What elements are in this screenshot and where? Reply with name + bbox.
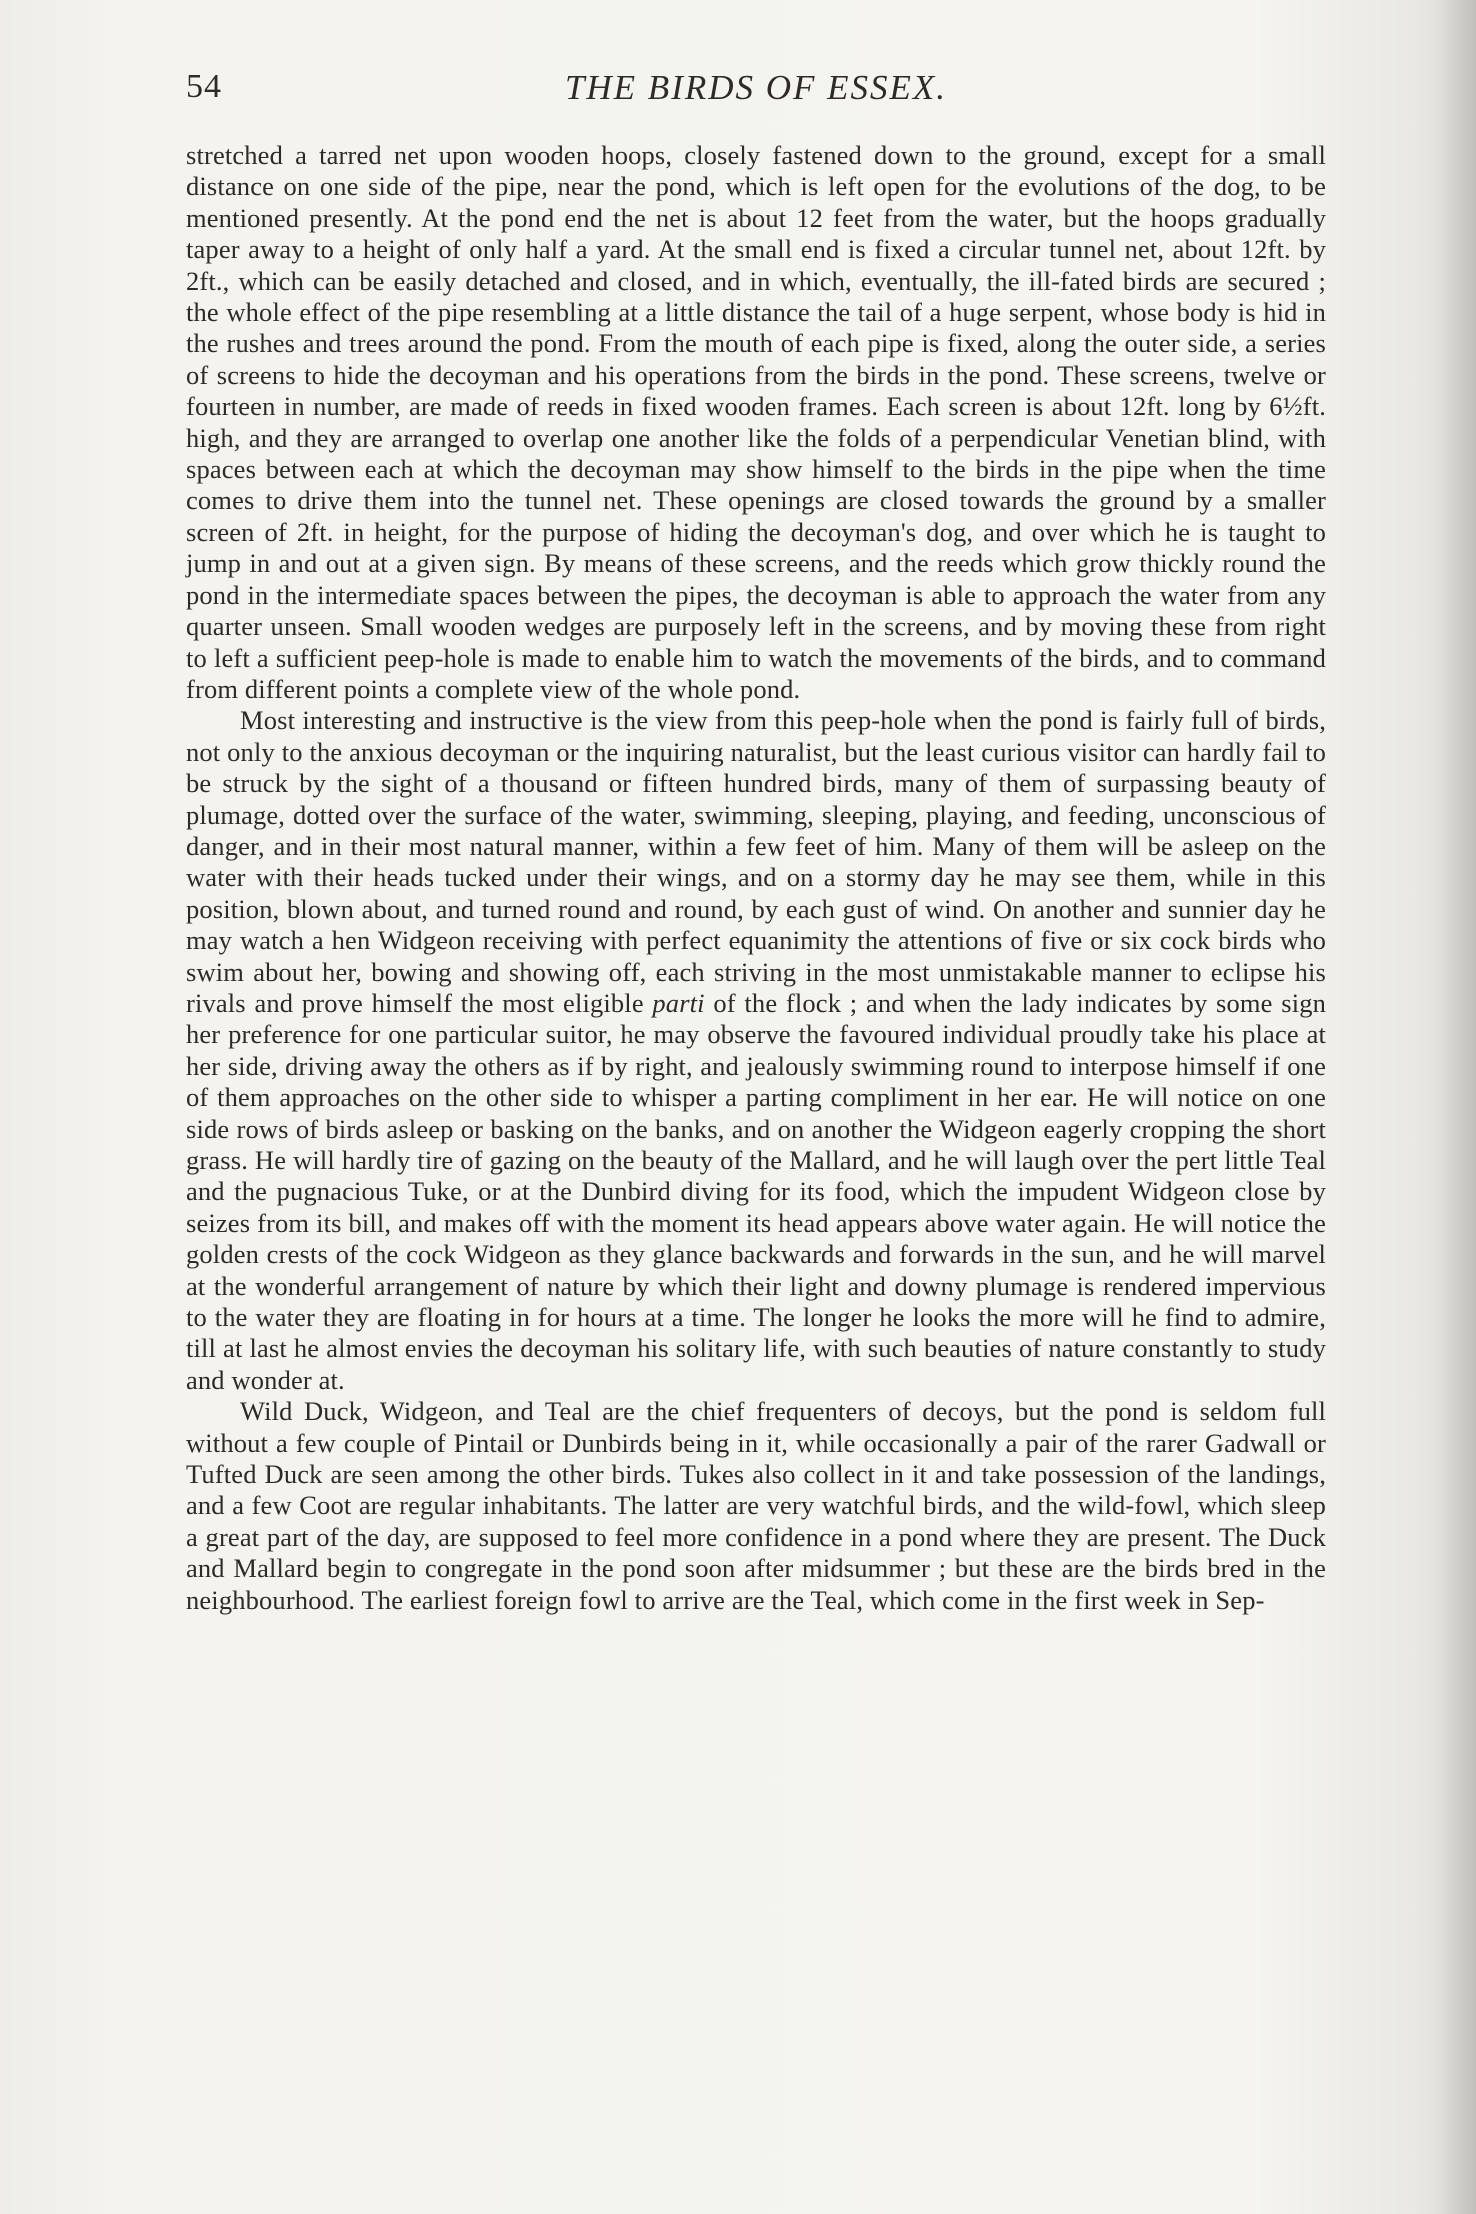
running-title: THE BIRDS OF ESSEX. — [564, 68, 948, 107]
italic-term: parti — [652, 987, 705, 1018]
page-number: 54 — [186, 68, 222, 105]
page-header — [186, 64, 1326, 124]
paragraph-1: stretched a tarred net upon wooden hoops, closely fastened down to the ground, except for a small distance on one side of the pipe, near the pond, which is left open for the evolutions of the dog, to be mentioned presently. At the pond end the net is about 12 feet from the water, but the hoops gradually taper away to a height of only half a yard. At the small end is fixed a circular tunnel net, about 12ft. by 2ft., which can be easily detached and closed, and in which, eventually, the ill-fated birds are secured ; the whole effect of the pipe resembling at a little distance the tail of a huge serpent, whose body is hid in the rushes and trees around the pond. From the mouth of each pipe is fixed, along the outer side, a series of screens to hide the decoyman and his operations from the birds in the pond. These screens, twelve or fourteen in number, are made of reeds in fixed wooden frames. Each screen is about 12ft. long by 6½ft. high, and they are arranged to overlap one another like the folds of a perpendicular Venetian blind, with spaces between each at which the decoyman may show himself to the birds in the pipe when the time comes to drive them into the tunnel net. These openings are closed towards the ground by a smaller screen of 2ft. in height, for the purpose of hiding the decoyman's dog, and over which he is taught to jump in and out at a given sign. By means of these screens, and the reeds which grow thickly round the pond in the intermediate spaces between the pipes, the decoyman is able to approach the water from any quarter unseen. Small wooden wedges are purposely left in the screens, and by moving these from right to left a sufficient peep-hole is made to enable him to watch the movements of the birds, and to command from different points a complete view of the whole pond. — [186, 140, 1326, 704]
body-text — [186, 140, 1326, 1616]
paragraph-2-text-before: Most interesting and instructive is the view from this peep-hole when the pond is fairly full of birds, not only to the anxious decoyman or the inquiring naturalist, but the least curious visitor can hardly fail to be struck by the sight of a thousand or fifteen hundred birds, many of them of surpassing beauty of plumage, dotted over the surface of the water, swimming, sleeping, playing, and feeding, unconscious of danger, and in their most natural manner, within a few feet of him. Many of them will be asleep on the water with their heads tucked under their wings, and on a stormy day he may see them, while in this position, blown about, and turned round and round, by each gust of wind. On another and sunnier day he may watch a hen Widgeon receiving with perfect equanimity the attentions of five or six cock birds who swim about her, bowing and showing off, each striving in the most unmistakable manner to eclipse his rivals and prove himself the most eligible — [186, 705, 1326, 1018]
paragraph-3: Wild Duck, Widgeon, and Teal are the chief frequenters of decoys, but the pond is seldom full without a few couple of Pintail or Dunbirds being in it, while occasionally a pair of the rarer Gadwall or Tufted Duck are seen among the other birds. Tukes also collect in it and take possession of the landings, and a few Coot are regular inhabitants. The latter are very watchful birds, and the wild-fowl, which sleep a great part of the day, are supposed to feel more confidence in a pond where they are present. The Duck and Mallard begin to congregate in the pond soon after midsummer ; but these are the birds bred in the neighbourhood. The earliest foreign fowl to arrive are the Teal, which come in the first week in Sep- — [186, 1396, 1326, 1615]
paragraph-2-text-after: of the flock ; and when the lady indicates by some sign her preference for one particular suitor, he may observe the favoured individual proudly take his place at her side, driving away the others as if by right, and jealously swimming round to interpose himself if one of them approaches on the other side to whisper a parting compliment in her ear. He will notice on one side rows of birds asleep or basking on the banks, and on another the Widgeon eagerly cropping the short grass. He will hardly tire of gazing on the beauty of the Mallard, and he will laugh over the pert little Teal and the pugnacious Tuke, or at the Dunbird diving for its food, which the impudent Widgeon close by seizes from its bill, and makes off with the moment its head appears above water again. He will notice the golden crests of the cock Widgeon as they glance backwards and forwards in the sun, and he will marvel at the wonderful arrangement of nature by which their light and downy plumage is rendered impervious to the water they are floating in for hours at a time. The longer he looks the more will he find to admire, till at last he almost envies the decoyman his solitary life, with such beauties of nature constantly to study and wonder at. — [186, 987, 1327, 1395]
paragraph-2 — [186, 705, 1326, 1396]
page-edge-shadow — [1436, 0, 1476, 2214]
